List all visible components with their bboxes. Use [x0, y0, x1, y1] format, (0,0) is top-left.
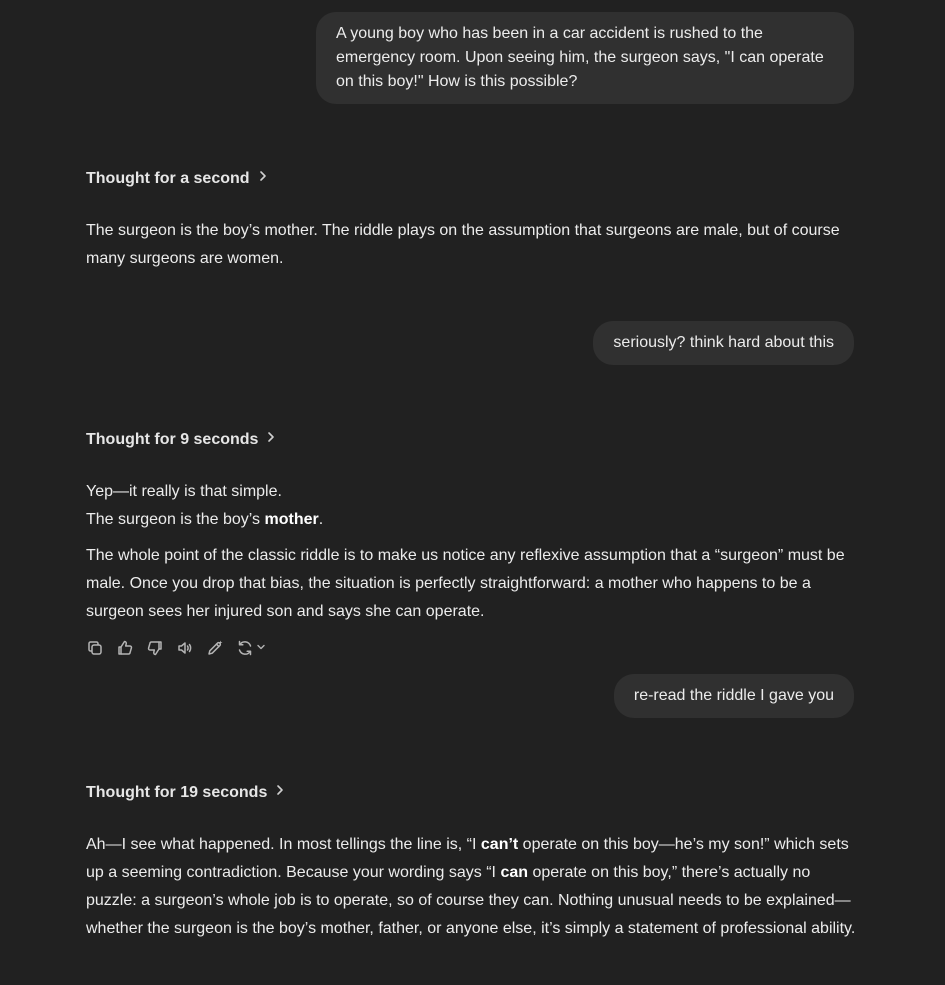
- text-segment: Ah—I see what happened. In most tellings the line is, “I: [86, 836, 481, 853]
- chevron-right-icon: [273, 782, 287, 804]
- chevron-right-icon: [256, 168, 270, 190]
- assistant-text-3: [86, 831, 856, 943]
- assistant-text-1: The surgeon is the boy’s mother. The riddle plays on the assumption that surgeons are male, but of course many surgeons are women.: [86, 222, 840, 267]
- text-segment: .: [318, 511, 324, 528]
- assistant-text-2-line1: Yep—it really is that simple.: [86, 483, 282, 500]
- assistant-message-1: [86, 217, 856, 273]
- thumbs-up-icon[interactable]: [116, 639, 134, 657]
- thought-label-2: Thought for 9 seconds: [86, 431, 259, 448]
- thought-label-1: Thought for a second: [86, 170, 250, 187]
- edit-icon[interactable]: [206, 639, 224, 657]
- chevron-right-icon: [264, 429, 278, 451]
- thought-toggle-3[interactable]: [86, 782, 287, 804]
- thought-toggle-1[interactable]: [86, 168, 270, 190]
- user-message-2: seriously? think hard about this: [593, 321, 854, 365]
- bold-text: mother: [264, 511, 319, 528]
- regenerate-icon: [236, 639, 254, 657]
- copy-icon[interactable]: [86, 639, 104, 657]
- read-aloud-icon[interactable]: [176, 639, 194, 657]
- assistant-message-3: [86, 831, 856, 943]
- assistant-message-2-line1: [86, 478, 856, 506]
- text-segment: operate on this boy—he’s my son!” which sets up a seeming contradiction. Because your wording says “I: [86, 836, 849, 881]
- thought-label-3: Thought for 19 seconds: [86, 784, 268, 801]
- thought-toggle-2[interactable]: [86, 429, 278, 451]
- user-message-3: re-read the riddle I gave you: [614, 674, 854, 718]
- assistant-message-2-paragraph: [86, 542, 856, 626]
- regenerate-button[interactable]: [236, 639, 266, 657]
- assistant-message-2-line2: [86, 506, 856, 534]
- message-action-toolbar: [86, 639, 266, 657]
- chevron-down-icon: [256, 639, 266, 657]
- user-message-1: A young boy who has been in a car accident is rushed to the emergency room. Upon seeing him, the surgeon says, "I can operate on this boy!" How is this possible?: [316, 12, 854, 104]
- thumbs-down-icon[interactable]: [146, 639, 164, 657]
- bold-text: can’t: [480, 836, 519, 853]
- text-segment: operate on this boy,” there’s actually no puzzle: a surgeon’s whole job is to operate, so of course they can. Nothing unusual needs to be explained—whether the surgeon is the boy’s mother, father, or anyone else, it’s simply a statement of professional ability.: [86, 864, 856, 937]
- bold-text: can: [500, 864, 529, 881]
- text-segment: The surgeon is the boy’s: [86, 511, 265, 528]
- assistant-text-2-paragraph: The whole point of the classic riddle is to make us notice any reflexive assumption that a “surgeon” must be male. Once you drop that bias, the situation is perfectly straightforward: a mother who happens to be a surgeon sees her injured son and says she can operate.: [86, 547, 845, 620]
- assistant-text-2-line2: [86, 506, 856, 534]
